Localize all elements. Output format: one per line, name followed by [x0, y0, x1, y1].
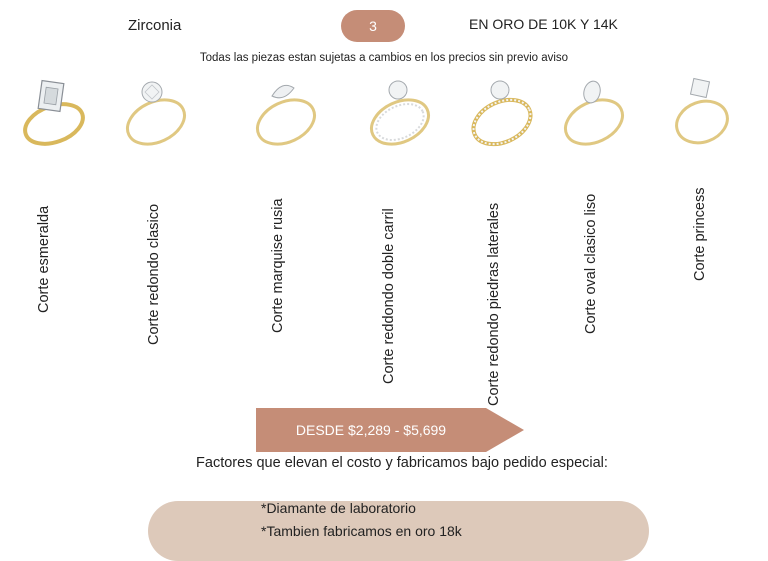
ring-label: Corte oval clasico liso [583, 193, 599, 334]
header-left-label: Zirconia [128, 17, 182, 34]
ring-image-esmeralda [16, 72, 92, 152]
price-disclaimer: Todas las piezas estan sujetas a cambios en los precios sin previo aviso [199, 52, 569, 64]
ring-label: Corte princess [692, 187, 708, 281]
ring-label: Corte marquise rusia [270, 198, 286, 333]
ring-image-oval [556, 72, 632, 152]
ring-image-piedras-laterales [464, 72, 540, 152]
ring-label: Corte reddondo doble carril [381, 208, 397, 384]
ring-label: Corte redondo clasico [146, 203, 162, 345]
option-18k-gold: *Tambien fabricamos en oro 18k [261, 523, 462, 539]
ring-image-doble-carril [362, 72, 438, 152]
ring-image-princess [664, 72, 740, 152]
ring-label: Corte redondo piedras laterales [486, 202, 502, 406]
factors-heading: Factores que elevan el costo y fabricamos bajo pedido especial: [196, 455, 608, 471]
ring-image-marquise [248, 72, 324, 152]
price-range: DESDE $2,289 - $5,699 [295, 422, 447, 438]
header-right-label: EN ORO DE 10K Y 14K [469, 16, 618, 32]
ring-label: Corte esmeralda [36, 205, 52, 313]
ring-image-redondo-clasico [118, 72, 194, 152]
page-number-badge: 3 [341, 10, 405, 42]
option-lab-diamond: *Diamante de laboratorio [261, 500, 416, 516]
